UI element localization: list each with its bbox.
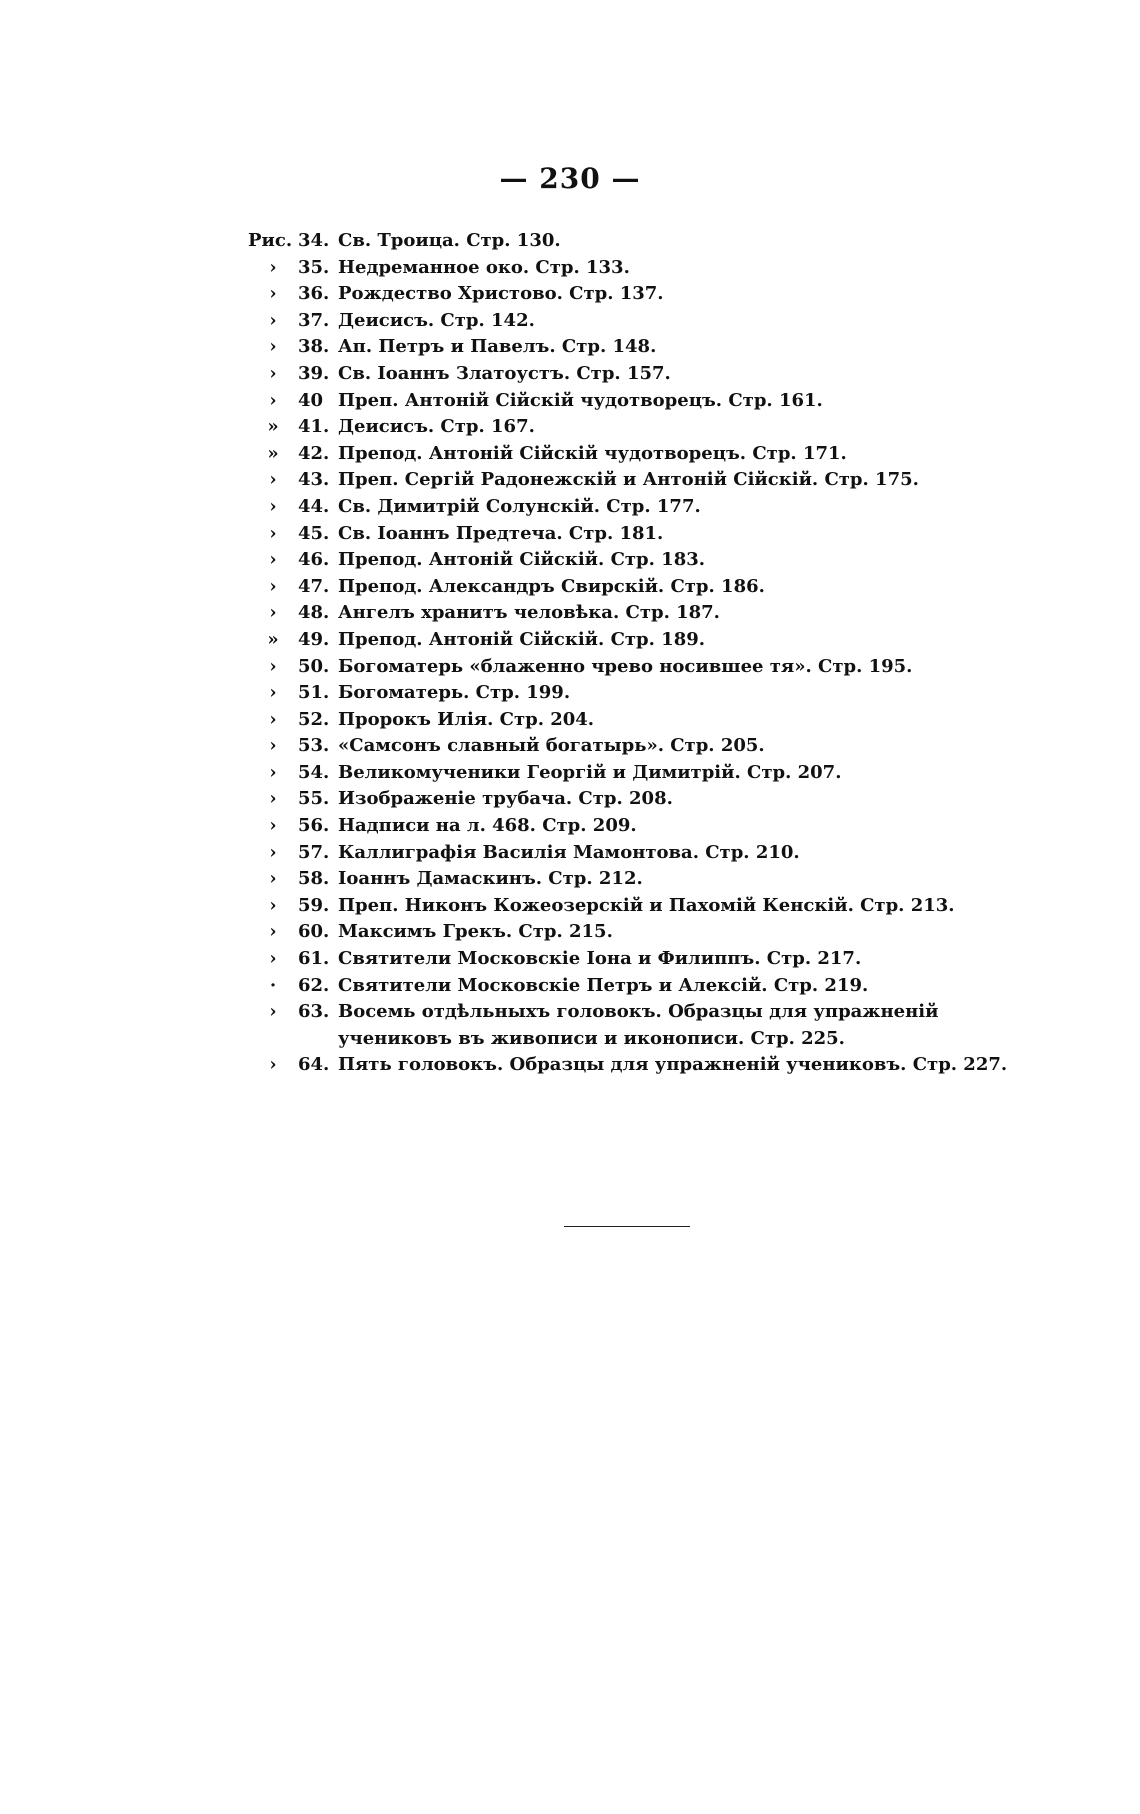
figure-list-item	[248, 707, 1038, 734]
item-prefix: ›	[269, 256, 277, 278]
item-number: 58.	[298, 868, 330, 890]
figure-list-item	[248, 441, 1038, 468]
item-prefix: ›	[269, 469, 277, 491]
item-prefix: ›	[269, 841, 277, 863]
figure-list-item	[248, 334, 1038, 361]
item-prefix: »	[267, 628, 279, 650]
item-prefix: ›	[269, 761, 277, 783]
item-number: 57.	[298, 841, 330, 863]
item-prefix: ›	[269, 708, 277, 730]
figure-list-item	[248, 946, 1038, 973]
item-prefix: ›	[269, 788, 277, 810]
item-number: 60.	[298, 921, 330, 943]
item-number: 55.	[298, 788, 330, 810]
item-prefix: ›	[269, 495, 277, 517]
item-text: «Самсонъ славный богатырь». Стр. 205.	[338, 735, 765, 757]
item-number: 45.	[298, 522, 330, 544]
item-text: Ап. Петръ и Павелъ. Стр. 148.	[338, 336, 657, 358]
item-text: Св. Димитрій Солунскій. Стр. 177.	[338, 495, 701, 517]
figure-list-item	[248, 680, 1038, 707]
item-number: 49.	[298, 628, 330, 650]
item-text: Святители Московскіе Петръ и Алексій. Стр. 219.	[338, 974, 869, 996]
item-number: 47.	[298, 575, 330, 597]
item-prefix: ›	[269, 575, 277, 597]
figure-list-item	[248, 627, 1038, 654]
item-prefix: ›	[269, 921, 277, 943]
item-number: 59.	[298, 894, 330, 916]
item-text: Деисисъ. Стр. 167.	[338, 416, 535, 438]
item-number: 36.	[298, 283, 330, 305]
item-prefix: ·	[269, 974, 277, 996]
figure-list-item	[248, 467, 1038, 494]
item-prefix: ›	[269, 1001, 277, 1023]
item-prefix: Рис.	[248, 230, 293, 251]
figure-list-item	[248, 547, 1038, 574]
item-number: 52.	[298, 708, 330, 730]
figure-list-item	[248, 228, 1038, 255]
item-number: 39.	[298, 362, 330, 384]
item-text: Препод. Антоній Сійскій. Стр. 183.	[338, 549, 706, 571]
item-number: 44.	[298, 495, 330, 517]
item-number: 48.	[298, 602, 330, 624]
item-prefix: ›	[269, 522, 277, 544]
item-number: 34.	[298, 230, 330, 251]
item-prefix: »	[267, 416, 279, 438]
item-number: 61.	[298, 948, 330, 970]
item-number: 53.	[298, 735, 330, 757]
item-text: Богоматерь «блаженно чрево носившее тя». Стр. 195.	[338, 655, 913, 677]
figure-list-item	[248, 919, 1038, 946]
figure-list-item	[248, 521, 1038, 548]
item-number: 38.	[298, 336, 330, 358]
item-number: 50.	[298, 655, 330, 677]
item-prefix: ›	[269, 948, 277, 970]
item-prefix: ›	[269, 815, 277, 837]
figure-list-item	[248, 361, 1038, 388]
item-prefix: »	[267, 442, 279, 464]
item-prefix: ›	[269, 336, 277, 358]
item-number: 54.	[298, 761, 330, 783]
figure-list-item	[248, 308, 1038, 335]
item-text: Деисисъ. Стр. 142.	[338, 309, 535, 331]
item-number: 35.	[298, 256, 330, 278]
figure-list-item	[248, 281, 1038, 308]
figure-list-item	[248, 574, 1038, 601]
item-prefix: ›	[269, 283, 277, 305]
item-text: Ангелъ хранитъ человѣка. Стр. 187.	[338, 602, 720, 624]
item-text: Пять головокъ. Образцы для упражненій учениковъ. Стр. 227.	[338, 1054, 1008, 1076]
item-number: 43.	[298, 469, 330, 491]
item-number: 42.	[298, 442, 330, 464]
item-number: 63.	[298, 1001, 330, 1023]
item-text: Пророкъ Илія. Стр. 204.	[338, 708, 595, 730]
item-text: Св. Троица. Стр. 130.	[338, 230, 561, 251]
item-text: Преп. Антоній Сійскій чудотворецъ. Стр. 161.	[338, 389, 823, 411]
item-prefix: ›	[269, 389, 277, 411]
figure-list-item	[248, 414, 1038, 441]
item-text: Преп. Сергій Радонежскій и Антоній Сійскій. Стр. 175.	[338, 469, 919, 491]
figure-list-item	[248, 893, 1038, 920]
item-text: Св. Iоаннъ Златоустъ. Стр. 157.	[338, 362, 671, 384]
figure-list-item	[248, 600, 1038, 627]
figure-list-item	[248, 999, 1038, 1052]
item-number: 64.	[298, 1054, 330, 1076]
item-prefix: ›	[269, 362, 277, 384]
item-text: Восемь отдѣльныхъ головокъ. Образцы для упражненій учениковъ въ живописи и иконописи. Стр. 225.	[338, 1001, 939, 1049]
figure-list-item	[248, 840, 1038, 867]
figure-list-item	[248, 813, 1038, 840]
item-number: 37.	[298, 309, 330, 331]
item-number: 56.	[298, 815, 330, 837]
item-text: Препод. Александръ Свирскій. Стр. 186.	[338, 575, 765, 597]
item-text: Iоаннъ Дамаскинъ. Стр. 212.	[338, 868, 643, 890]
item-number: 40	[298, 389, 324, 411]
item-number: 41.	[298, 416, 330, 438]
item-prefix: ›	[269, 602, 277, 624]
item-text: Препод. Антоній Сійскій чудотворецъ. Стр. 171.	[338, 442, 847, 464]
item-number: 46.	[298, 549, 330, 571]
item-text: Препод. Антоній Сійскій. Стр. 189.	[338, 628, 706, 650]
figure-list-item	[248, 786, 1038, 813]
item-text: Изображеніе трубача. Стр. 208.	[338, 788, 673, 810]
item-number: 62.	[298, 974, 330, 996]
item-text: Святители Московскіе Iона и Филиппъ. Стр. 217.	[338, 948, 862, 970]
item-text: Недреманное око. Стр. 133.	[338, 256, 630, 278]
figure-list-item	[248, 866, 1038, 893]
item-text: Преп. Никонъ Кожеозерскій и Пахомій Кенскій. Стр. 213.	[338, 894, 955, 916]
figure-list-item	[248, 1052, 1038, 1079]
page-number: — 230 —	[499, 162, 641, 195]
item-prefix: ›	[269, 868, 277, 890]
item-prefix: ›	[269, 549, 277, 571]
figure-list	[248, 228, 1038, 1079]
closing-rule	[564, 1226, 690, 1227]
item-number: 51.	[298, 682, 330, 704]
item-text: Великомученики Георгій и Димитрій. Стр. 207.	[338, 761, 842, 783]
item-prefix: ›	[269, 1054, 277, 1076]
item-text: Богоматерь. Стр. 199.	[338, 682, 571, 704]
item-text: Рождество Христово. Стр. 137.	[338, 283, 664, 305]
item-prefix: ›	[269, 894, 277, 916]
item-text: Надписи на л. 468. Стр. 209.	[338, 815, 637, 837]
figure-list-item	[248, 388, 1038, 415]
figure-list-item	[248, 973, 1038, 1000]
item-text: Св. Iоаннъ Предтеча. Стр. 181.	[338, 522, 664, 544]
figure-list-item	[248, 255, 1038, 282]
item-text: Каллиграфія Василія Мамонтова. Стр. 210.	[338, 841, 800, 863]
item-prefix: ›	[269, 655, 277, 677]
item-prefix: ›	[269, 309, 277, 331]
figure-list-item	[248, 733, 1038, 760]
item-prefix: ›	[269, 735, 277, 757]
figure-list-item	[248, 654, 1038, 681]
figure-list-item	[248, 494, 1038, 521]
figure-list-item	[248, 760, 1038, 787]
item-text: Максимъ Грекъ. Стр. 215.	[338, 921, 613, 943]
item-prefix: ›	[269, 682, 277, 704]
